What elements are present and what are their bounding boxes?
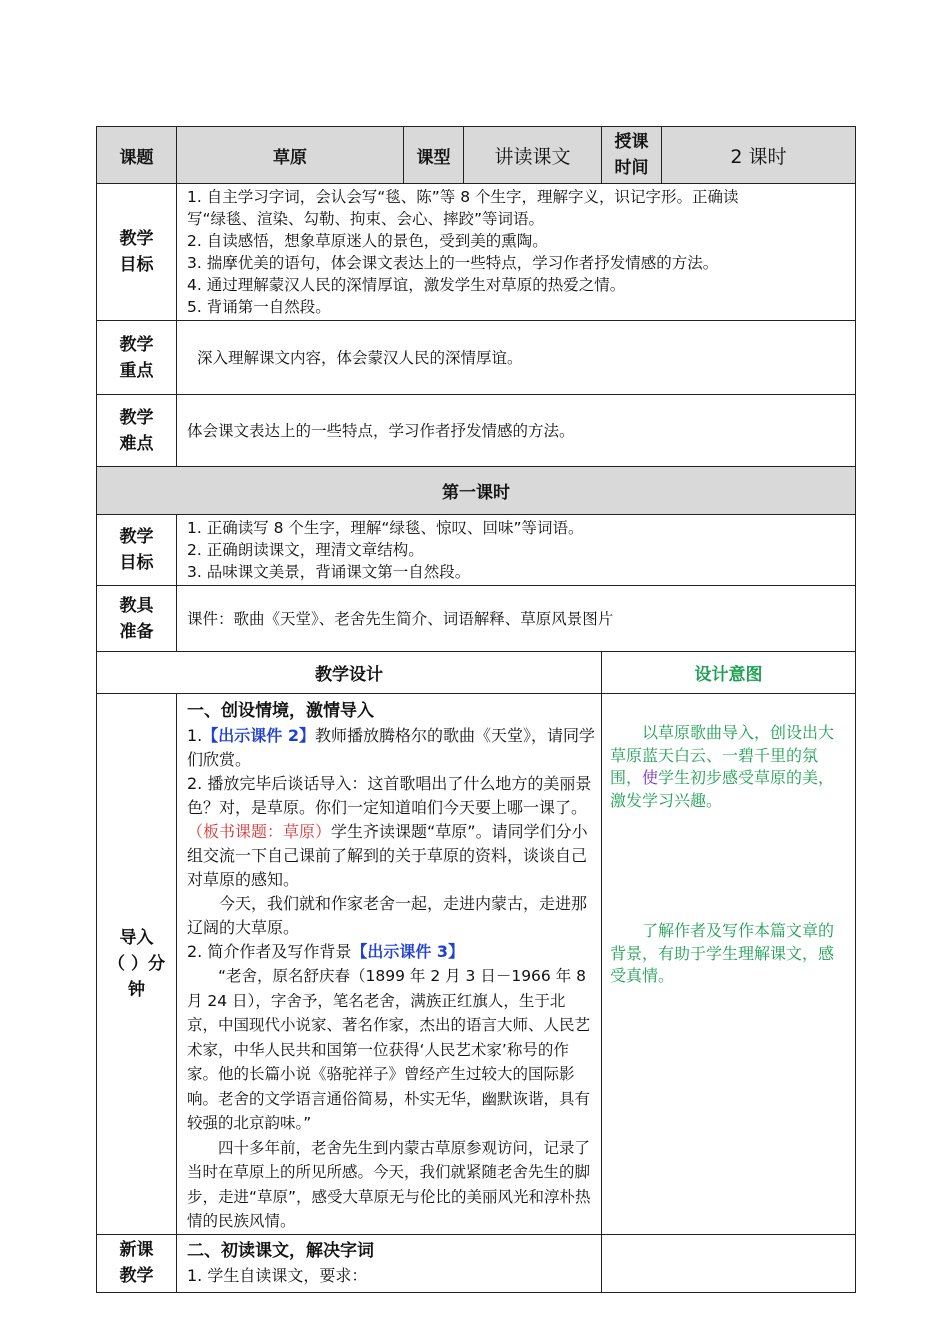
step1-title: 一、创设情境，激情导入 — [187, 701, 374, 721]
type-value: 讲读课文 — [464, 127, 602, 184]
p1-num: 1. — [187, 726, 203, 745]
focus-label-2: 重点 — [119, 360, 154, 381]
goal-line: 写“绿毯、渲染、勾勒、拘束、会心、摔跤”等词语。 — [187, 210, 545, 228]
new-side-1: 新课 — [119, 1240, 154, 1260]
goal-line: 3. 揣摩优美的语句，体会课文表达上的一些特点，学习作者抒发情感的方法。 — [187, 254, 719, 272]
goal-line: 5. 背诵第一自然段。 — [187, 298, 331, 316]
design-header: 教学设计 — [97, 652, 602, 694]
difficulty-text: 体会课文表达上的一些特点，学习作者抒发情感的方法。 — [177, 395, 856, 467]
lesson-goals-content — [177, 515, 856, 586]
time-label-line-1: 授课 — [614, 132, 649, 152]
intro-row — [97, 694, 856, 1235]
intent-1-a: 以草原歌曲导入，创设出大草原蓝天白云、一碧千里的氛围， — [610, 723, 835, 787]
tools-text: 课件：歌曲《天堂》、老舍先生简介、词语解释、草原风景图片 — [177, 586, 856, 652]
courseware-tag-2: 【出示课件 2】 — [202, 726, 315, 745]
intent-content — [602, 694, 856, 1235]
lesson-goals-label — [97, 515, 177, 586]
intro-paragraph-1 — [187, 724, 595, 772]
intent-2: 了解作者及写作本篇文章的背景，有助于学生理解课文，感受真情。 — [610, 921, 835, 985]
intro-side-2: （ ）分 — [108, 953, 165, 974]
time-label — [602, 127, 662, 184]
intent-header: 设计意图 — [602, 652, 856, 694]
courseware-tag-3: 【出示课件 3】 — [351, 942, 465, 961]
lesson-goal-line: 3. 品味课文美景，背诵课文第一自然段。 — [187, 563, 471, 581]
difficulty-label-1: 教学 — [119, 407, 154, 428]
focus-text: 深入理解课文内容，体会蒙汉人民的深情厚谊。 — [177, 321, 856, 395]
tools-label-1: 教具 — [119, 595, 154, 616]
goals-label-2: 目标 — [119, 255, 154, 275]
board-title-tag: （板书课题：草原） — [187, 822, 332, 841]
goal-line: 2. 自读感悟，想象草原迷人的景色，受到美的熏陶。 — [187, 232, 548, 250]
new-lesson-row — [97, 1234, 856, 1292]
tools-label — [97, 586, 177, 652]
lesson-goals-label-2: 目标 — [119, 553, 154, 573]
intro-paragraph-4 — [187, 940, 595, 964]
topic-value: 草原 — [177, 127, 404, 184]
p1-text: 教师播放腾格尔的歌曲《天堂》，请同学们欣赏。 — [187, 726, 595, 769]
goal-line: 1. 自主学习字词，会认会写“毯、陈”等 8 个生字，理解字义，识记字形。正确读 — [187, 188, 739, 206]
first-lesson-row — [97, 467, 856, 515]
topic-label: 课题 — [97, 127, 177, 184]
lesson-goals-row — [97, 515, 856, 586]
design-header-row — [97, 652, 856, 694]
difficulty-row — [97, 395, 856, 467]
time-label-line-2: 时间 — [614, 158, 649, 178]
intro-side-3: 钟 — [128, 979, 145, 1000]
step2-line: 1. 学生自读课文，要求： — [187, 1265, 368, 1285]
focus-label-1: 教学 — [119, 334, 154, 355]
tools-row — [97, 586, 856, 652]
intro-side-label — [97, 694, 177, 1235]
new-lesson-side — [97, 1234, 177, 1292]
focus-label — [97, 321, 177, 395]
intent-1-purple: 使 — [642, 768, 659, 787]
goals-row — [97, 184, 856, 321]
p4-text: 2. 简介作者及写作背景 — [187, 942, 352, 961]
difficulty-label-2: 难点 — [119, 433, 154, 454]
lesson-goal-line: 1. 正确读写 8 个生字，理解“绿毯、惊叹、回味”等词语。 — [187, 519, 584, 537]
focus-row — [97, 321, 856, 395]
step2-title: 二、初读课文，解决字词 — [187, 1240, 374, 1261]
p2-a: 2. 播放完毕后谈话导入：这首歌唱出了什么地方的美丽景色？对，是草原。你们一定知道咱们今天要上哪一课了。 — [187, 774, 592, 817]
lesson-goal-line: 2. 正确朗读课文，理清文章结构。 — [187, 541, 424, 559]
tools-label-2: 准备 — [119, 621, 154, 642]
goals-content — [177, 184, 856, 321]
first-lesson-title: 第一课时 — [97, 467, 856, 515]
author-bio: “老舍，原名舒庆春（1899 年 2 月 3 日－1966 年 8 月 24 日），字舍予，笔名老舍，满族正红旗人，生于北京，中国现代小说家、著名作家，杰出的语言大师、人民艺术家，中华人民共和国第一位获得‘人民艺术家’称号的作家。他的长篇小说《骆驼祥子》曾经产生过较大的国际影响。老舍的文学语言通俗简易，朴实无华，幽默诙谐，具有较强的北京韵味。” — [187, 967, 591, 1132]
new-side-2: 教学 — [119, 1266, 154, 1286]
lesson-plan-table — [96, 126, 856, 1293]
intro-side-1: 导入 — [119, 927, 154, 948]
goals-label — [97, 184, 177, 321]
p2-b: 学生齐读课题“草原”。请同学们分小组交流一下自己课前了解到的关于草原的资料，谈谈自己对草原的感知。 — [187, 822, 588, 889]
intro-paragraph-2 — [187, 772, 595, 892]
new-lesson-intent — [602, 1234, 856, 1292]
difficulty-label — [97, 395, 177, 467]
header-row — [97, 127, 856, 184]
type-label: 课型 — [404, 127, 464, 184]
goals-label-1: 教学 — [119, 229, 154, 249]
intro-paragraph-6: 四十多年前，老舍先生到内蒙古草原参观访问，记录了当时在草原上的所见所感。今天，我们就紧随老舍先生的脚步，走进“草原”，感受大草原无与伦比的美丽风光和淳朴热情的民族风情。 — [187, 1138, 591, 1230]
lesson-goals-label-1: 教学 — [119, 527, 154, 547]
new-lesson-content — [177, 1234, 602, 1292]
intent-1 — [610, 722, 847, 812]
goal-line: 4. 通过理解蒙汉人民的深情厚谊，激发学生对草原的热爱之情。 — [187, 276, 626, 294]
intro-paragraph-3: 今天，我们就和作家老舍一起，走进内蒙古，走进那辽阔的大草原。 — [187, 894, 588, 937]
hours-value: 2 课时 — [662, 127, 856, 184]
intent-1-b: 学生初步感受草原的美，激发学习兴趣。 — [610, 768, 835, 810]
intro-content — [177, 694, 602, 1235]
